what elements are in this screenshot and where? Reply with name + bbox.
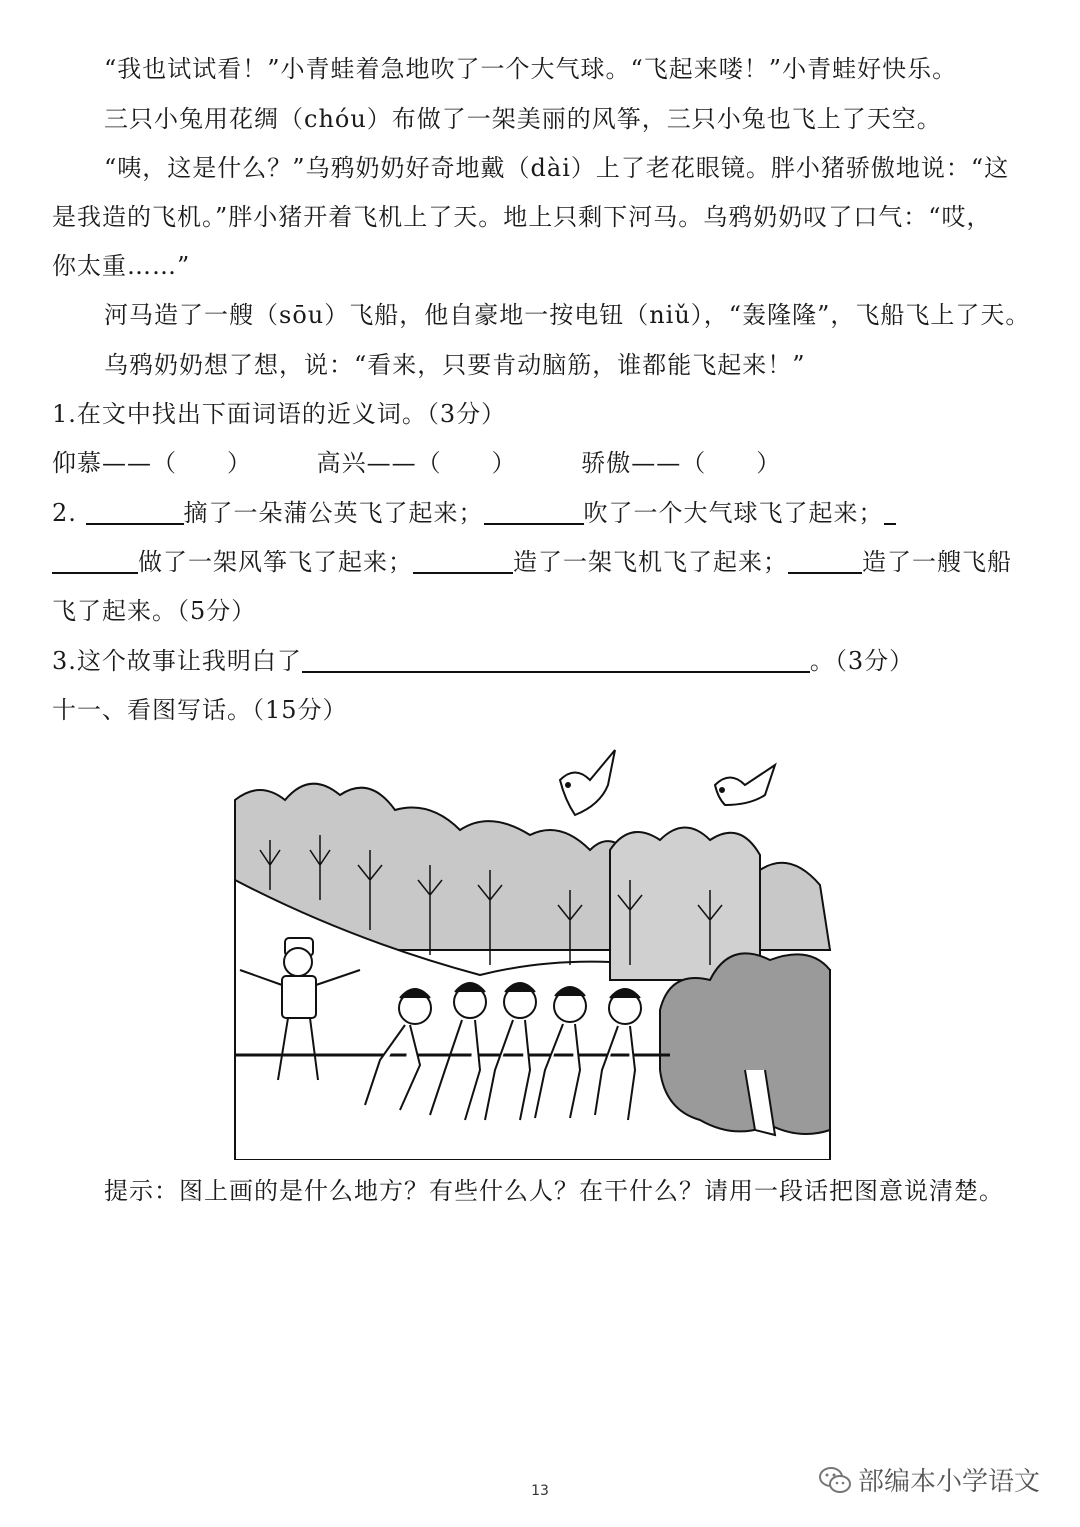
- question-3-tail: 。（3分）: [809, 647, 915, 675]
- passage-paragraph: 三只小兔用花绸（chóu）布做了一架美丽的风筝，三只小兔也飞上了天空。: [104, 105, 942, 133]
- tug-of-war-illustration: [230, 740, 840, 1160]
- question-1-prompt: 1.在文中找出下面词语的近义词。（3分）: [52, 400, 507, 428]
- watermark: [818, 1461, 1040, 1498]
- question-2-line-1: [52, 498, 1032, 528]
- answer-blank[interactable]: [86, 499, 184, 525]
- answer-blank[interactable]: [884, 499, 896, 525]
- q2-text: 造了一架飞机飞了起来；: [513, 548, 788, 576]
- wechat-icon: [818, 1465, 852, 1495]
- passage-paragraph: “我也试试看！”小青蛙着急地吹了一个大气球。“飞起来喽！”小青蛙好快乐。: [104, 55, 958, 83]
- answer-blank[interactable]: （ ）: [152, 449, 252, 477]
- page-number: 13: [531, 1483, 549, 1499]
- q2-text: 造了一艘飞船: [862, 548, 1012, 576]
- passage-paragraph: 河马造了一艘（sōu）飞船，他自豪地一按电钮（niǔ），“轰隆隆”，飞船飞上了天。: [104, 301, 1031, 329]
- answer-blank[interactable]: [52, 548, 138, 574]
- question-1-items: [52, 448, 1032, 478]
- q2-text: 做了一架风筝飞了起来；: [138, 548, 413, 576]
- synonym-word: 高兴——: [316, 449, 417, 477]
- passage-paragraph: 你太重……”: [52, 252, 191, 280]
- answer-blank[interactable]: （ ）: [416, 449, 517, 477]
- synonym-word: 仰慕——: [52, 449, 152, 477]
- q2-text: 摘了一朵蒲公英飞了起来；: [183, 499, 484, 527]
- passage-paragraph: 是我造的飞机。”胖小猪开着飞机上了天。地上只剩下河马。乌鸦奶奶叹了口气：“哎，: [52, 203, 992, 231]
- answer-blank[interactable]: [788, 548, 862, 574]
- question-3: [52, 646, 1032, 676]
- passage-paragraph: “咦，这是什么？”乌鸦奶奶好奇地戴（dài）上了老花眼镜。胖小猪骄傲地说：“这: [104, 154, 1010, 182]
- hint-text: 提示：图上画的是什么地方？有些什么人？在干什么？请用一段话把图意说清楚。: [104, 1177, 1004, 1205]
- answer-blank[interactable]: （ ）: [681, 449, 782, 477]
- answer-blank[interactable]: [413, 548, 513, 574]
- section-11-title: 十一、看图写话。（15分）: [52, 696, 348, 724]
- watermark-text: 部编本小学语文: [858, 1467, 1041, 1497]
- bird-icon: [560, 750, 775, 815]
- passage-paragraph: 乌鸦奶奶想了想，说：“看来，只要肯动脑筋，谁都能飞起来！”: [104, 351, 806, 379]
- bush: [660, 953, 830, 1135]
- q2-text: 吹了一个大气球飞了起来；: [583, 499, 884, 527]
- question-2-line-3: 飞了起来。（5分）: [52, 597, 257, 625]
- question-3-prompt: 3.这个故事让我明白了: [52, 647, 302, 675]
- synonym-word: 骄傲——: [581, 449, 682, 477]
- answer-blank[interactable]: [302, 647, 810, 673]
- question-2-line-2: [52, 547, 1032, 577]
- question-number: 2.: [52, 499, 77, 527]
- answer-blank[interactable]: [484, 499, 584, 525]
